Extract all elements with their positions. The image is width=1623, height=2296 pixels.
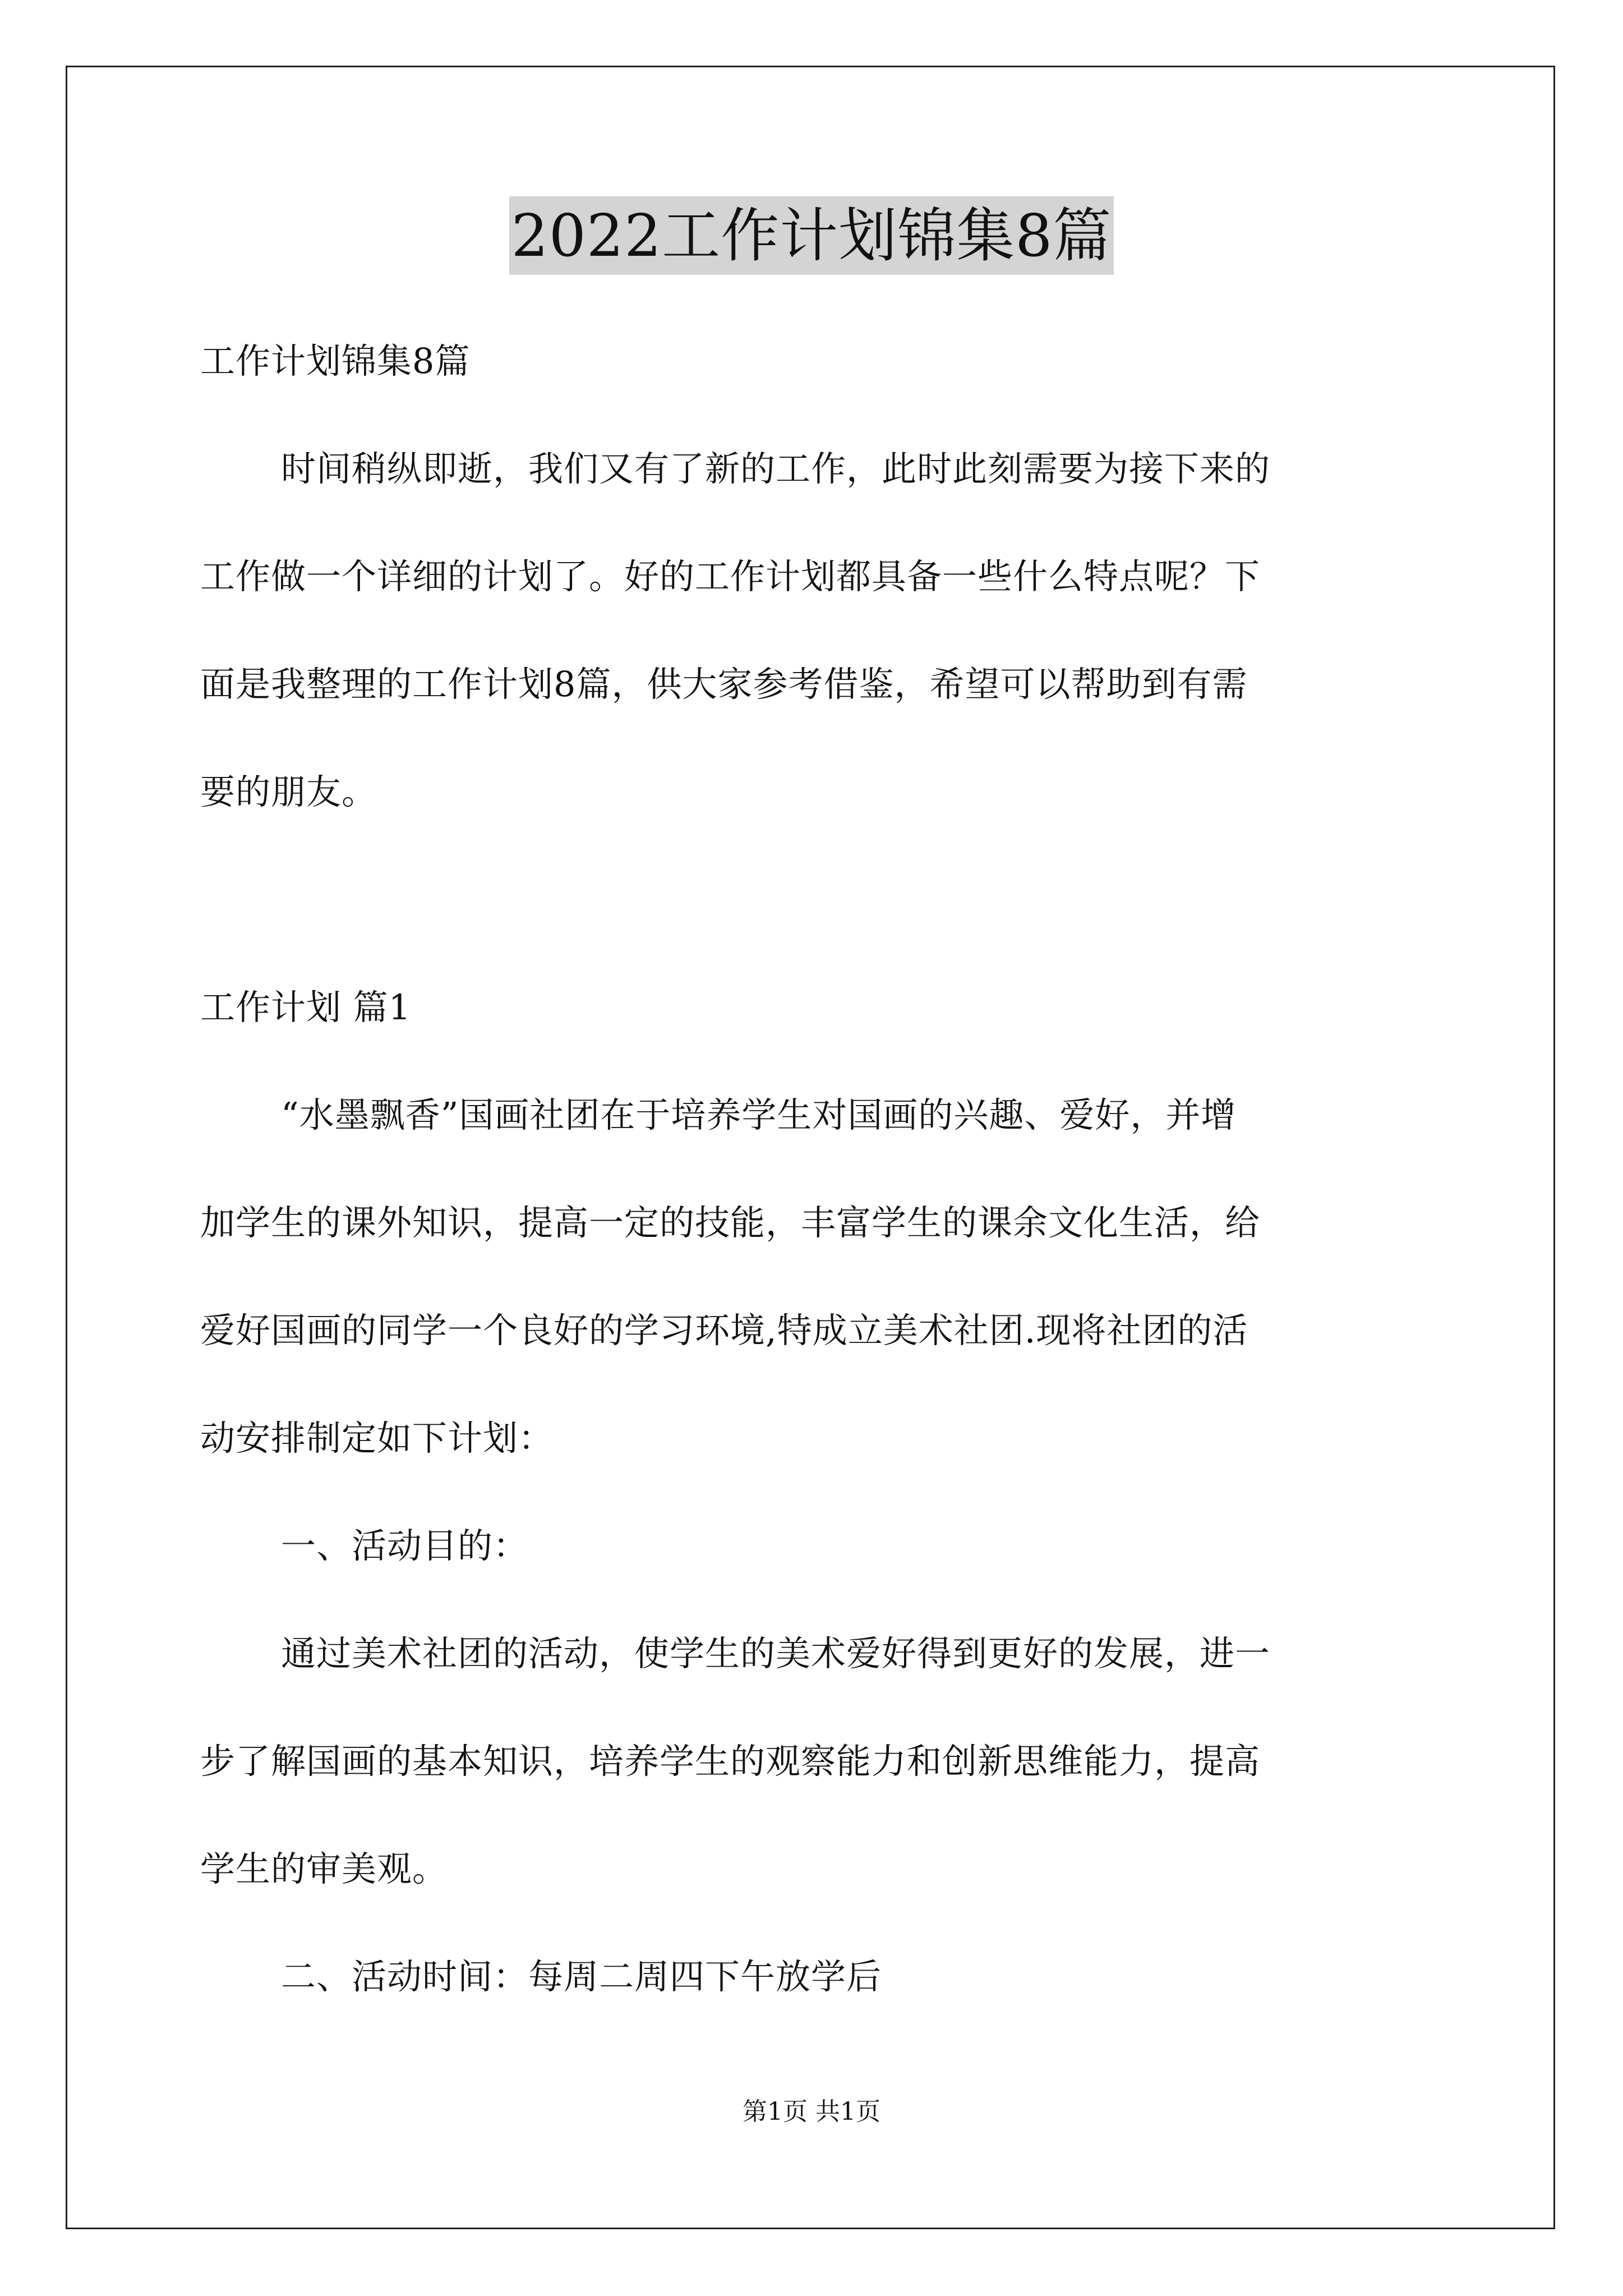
section-paragraph-line-3: 爱好国画的同学一个良好的学习环境,特成立美术社团.现将社团的活 (200, 1310, 1248, 1351)
page-footer: 第1页 共1页 (743, 2097, 880, 2126)
section-gap (200, 846, 1423, 954)
subtitle-line: 工作计划锦集8篇 (200, 341, 471, 381)
time-line: 二、活动时间：每周二周四下午放学后 (281, 1956, 882, 1997)
intro-paragraph-line-4: 要的朋友。 (200, 771, 377, 812)
purpose-heading: 一、活动目的： (281, 1525, 529, 1566)
document-title: 2022工作计划锦集8篇 (509, 196, 1114, 275)
title-container (0, 196, 1623, 275)
intro-paragraph-line-2: 工作做一个详细的计划了。好的工作计划都具备一些什么特点呢？下 (200, 556, 1261, 597)
section-paragraph-line-1: “水墨飘香”国画社团在于培养学生对国画的兴趣、爱好，并增 (281, 1094, 1237, 1135)
purpose-paragraph-line-2: 步了解国画的基本知识，培养学生的观察能力和创新思维能力，提高 (200, 1741, 1261, 1782)
section-heading: 工作计划 篇1 (200, 987, 412, 1028)
document-body (200, 307, 1423, 2031)
section-paragraph-line-4: 动安排制定如下计划： (200, 1418, 554, 1458)
purpose-paragraph-line-1: 通过美术社团的活动，使学生的美术爱好得到更好的发展，进一 (281, 1633, 1271, 1674)
intro-paragraph-line-1: 时间稍纵即逝，我们又有了新的工作，此时此刻需要为接下来的 (281, 448, 1271, 489)
section-paragraph-line-2: 加学生的课外知识，提高一定的技能，丰富学生的课余文化生活，给 (200, 1202, 1261, 1243)
intro-paragraph-line-3: 面是我整理的工作计划8篇，供大家参考借鉴，希望可以帮助到有需 (200, 664, 1248, 705)
purpose-paragraph-line-3: 学生的审美观。 (200, 1848, 448, 1889)
